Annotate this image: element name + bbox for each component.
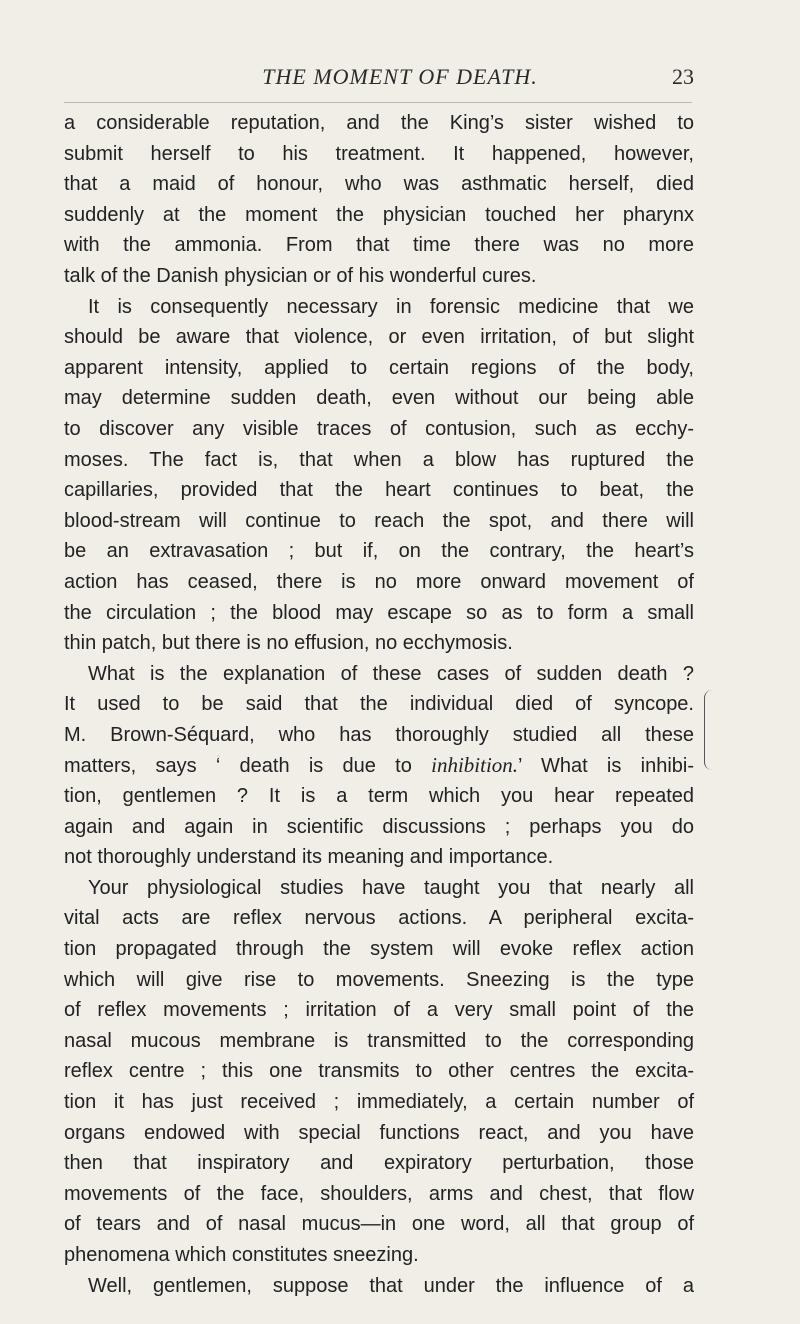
body-text (64, 108, 694, 1301)
header-rule (64, 102, 692, 103)
running-head (0, 64, 800, 96)
text-fragment: matters, says ‘ death is due to (64, 755, 432, 778)
text-line: apparent intensity, applied to certain regions of the body, (64, 356, 694, 379)
italic-term: inhibition. (431, 753, 519, 778)
text-line: nasal mucous membrane is transmitted to the corresponding (64, 1029, 694, 1052)
text-line: with the ammonia. From that time there was no more (64, 234, 694, 257)
text-line: reflex centre ; this one transmits to other centres the excita- (64, 1060, 694, 1083)
text-line: be an extravasation ; but if, on the contrary, the heart’s (64, 540, 694, 563)
text-line: then that inspiratory and expiratory perturbation, those (64, 1152, 694, 1175)
text-line: It is consequently necessary in forensic medicine that we (88, 295, 694, 318)
text-line: tion, gentlemen ? It is a term which you hear repeated (64, 785, 694, 808)
text-line: moses. The fact is, that when a blow has ruptured the (64, 448, 694, 471)
text-line: It used to be said that the individual died of syncope. (64, 693, 694, 716)
running-title: THE MOMENT OF DEATH. (262, 64, 538, 89)
text-line: blood-stream will continue to reach the spot, and there will (64, 509, 694, 532)
text-fragment: ’ What is inhibi- (518, 755, 694, 778)
text-line: action has ceased, there is no more onward movement of (64, 570, 694, 593)
text-line: Your physiological studies have taught you that nearly all (88, 876, 694, 899)
page-number: 23 (672, 64, 694, 89)
text-line: talk of the Danish physician or of his wonderful cures. (64, 264, 537, 287)
text-line: of tears and of nasal mucus—in one word, all that group of (64, 1213, 694, 1236)
text-line: the circulation ; the blood may escape so as to form a small (64, 601, 694, 624)
text-line: tion propagated through the system will evoke reflex action (64, 938, 694, 961)
text-line: submit herself to his treatment. It happened, however, (64, 142, 694, 165)
text-line: What is the explanation of these cases of sudden death ? (88, 662, 694, 685)
text-line: organs endowed with special functions react, and you have (64, 1121, 694, 1144)
text-line: of reflex movements ; irritation of a very small point of the (64, 999, 694, 1022)
text-line: suddenly at the moment the physician touched her pharynx (64, 203, 694, 226)
text-line: movements of the face, shoulders, arms and chest, that flow (64, 1182, 694, 1205)
margin-bracket-mark (704, 690, 715, 770)
text-line: vital acts are reflex nervous actions. A peripheral excita- (64, 907, 694, 930)
text-line: a considerable reputation, and the King’s sister wished to (64, 112, 694, 134)
text-line: should be aware that violence, or even irritation, of but slight (64, 326, 694, 349)
text-line-mixed (64, 750, 694, 781)
text-line: capillaries, provided that the heart continues to beat, the (64, 479, 694, 502)
text-line: which will give rise to movements. Sneezing is the type (64, 968, 694, 991)
text-line: tion it has just received ; immediately, a certain number of (64, 1091, 694, 1113)
text-line: not thoroughly understand its meaning and importance. (64, 846, 554, 869)
text-line: again and again in scientific discussions ; perhaps you do (64, 815, 694, 838)
text-line: thin patch, but there is no effusion, no ecchymosis. (64, 632, 513, 655)
text-line: to discover any visible traces of contusion, such as ecchy- (64, 417, 694, 440)
text-line: may determine sudden death, even without our being able (64, 387, 694, 410)
text-line: that a maid of honour, who was asthmatic herself, died (64, 173, 694, 196)
text-line: Well, gentlemen, suppose that under the influence of a (88, 1274, 694, 1297)
text-line: M. Brown-Séquard, who has thoroughly studied all these (64, 723, 694, 746)
text-line: phenomena which constitutes sneezing. (64, 1243, 419, 1266)
